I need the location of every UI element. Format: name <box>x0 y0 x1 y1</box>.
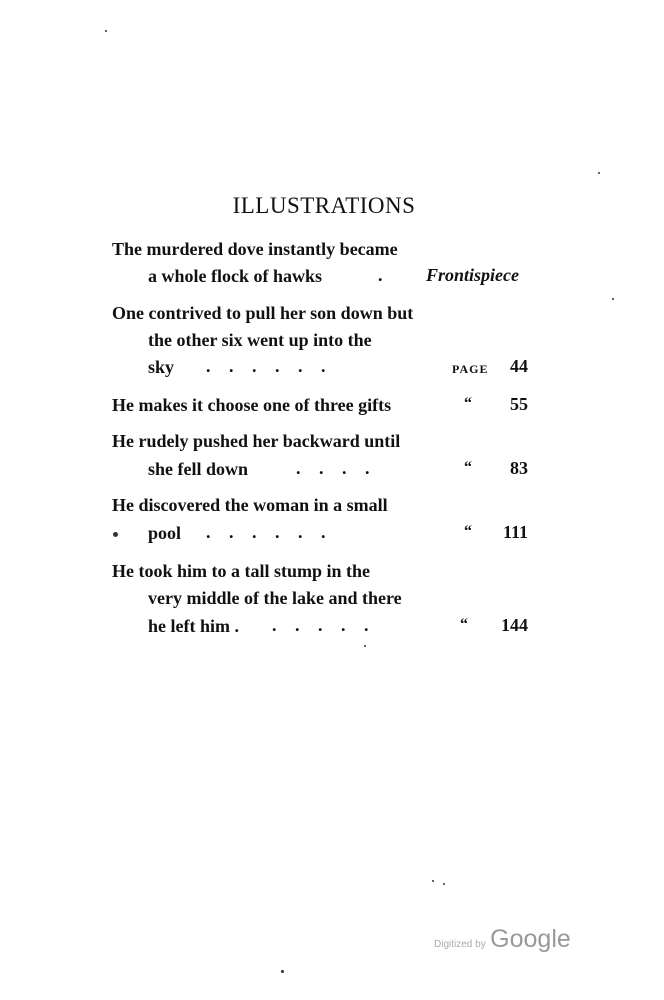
entry-4-line-1: He rudely pushed her backward until <box>112 431 401 451</box>
entry-1-page: Frontispiece <box>426 265 519 285</box>
watermark-prefix: Digitized by <box>434 939 486 950</box>
ink-speck <box>281 970 284 973</box>
entry-2-leader: . . . . . . <box>206 356 326 376</box>
entry-3-page: 55 <box>510 394 528 414</box>
google-logo: Google <box>490 925 571 953</box>
page-title: ILLUSTRATIONS <box>232 193 416 218</box>
ink-speck <box>598 172 600 174</box>
entry-1-line-1: The murdered dove instantly became <box>112 239 398 259</box>
entry-5-leader: . . . . . . <box>206 522 326 542</box>
entry-5-line-1: He discovered the woman in a small <box>112 495 388 515</box>
ink-speck <box>113 532 118 537</box>
entry-2-line-1: One contrived to pull her son down but <box>112 303 414 323</box>
ink-speck <box>443 883 445 885</box>
entry-6-line-2: very middle of the lake and there <box>148 588 402 608</box>
entry-4-page: 83 <box>510 458 528 478</box>
entry-6-ditto: “ <box>460 616 468 633</box>
entry-5-line-2: pool <box>148 523 182 543</box>
entry-1-leader: . <box>378 265 383 285</box>
entry-4-leader: . . . . <box>296 458 370 478</box>
entry-2-line-3: sky <box>148 357 175 377</box>
page-column-label: PAGE <box>452 362 489 376</box>
ink-speck <box>105 30 107 32</box>
entry-5-ditto: “ <box>464 523 472 540</box>
ink-speck <box>612 298 614 300</box>
digitized-by-google-watermark <box>434 925 571 954</box>
entry-6-line-3: he left him . <box>148 616 239 636</box>
entry-6-leader: . . . . . <box>272 615 369 635</box>
ink-speck <box>432 880 434 882</box>
entry-3-ditto: “ <box>464 395 472 412</box>
entry-5-page: 111 <box>502 522 528 542</box>
entry-1-line-2: a whole flock of hawks <box>148 266 323 286</box>
ink-speck <box>364 645 366 647</box>
entry-6-line-1: He took him to a tall stump in the <box>112 561 371 581</box>
entry-4-ditto: “ <box>464 459 472 476</box>
entry-6-page: 144 <box>501 615 528 635</box>
entry-3-line-1: He makes it choose one of three gifts <box>112 395 392 415</box>
entry-2-line-2: the other six went up into the <box>148 330 372 350</box>
entry-2-page: 44 <box>510 356 528 376</box>
entry-4-line-2: she fell down <box>148 459 249 479</box>
